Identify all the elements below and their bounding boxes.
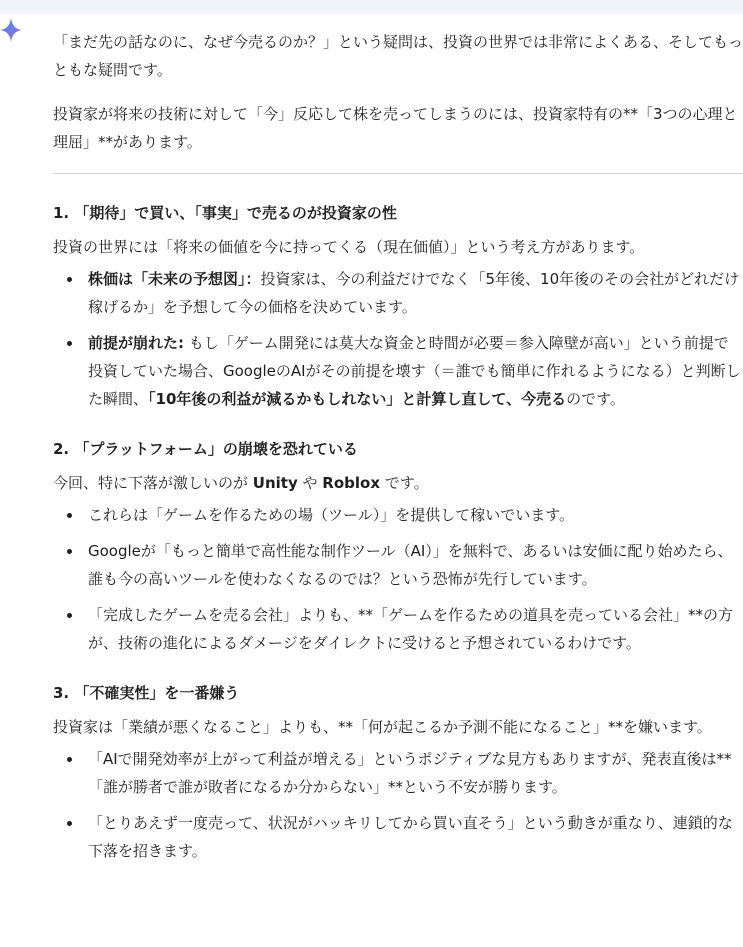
company-unity: Unity — [252, 474, 298, 492]
section-3-intro: 投資家は「業績が悪くなること」よりも、**「何が起こるか予測不能になること」**を嫌います。 — [53, 718, 712, 736]
intro-text: 今回、特に下落が激しいのが — [53, 474, 253, 492]
list-item — [53, 265, 743, 321]
section-3-heading: 3. 「不確実性」を一番嫌う — [53, 684, 240, 702]
section-1-intro: 投資の世界には「将来の価値を今に持ってくる（現在価値）」という考え方があります。 — [53, 238, 645, 256]
intro-text: や — [297, 474, 323, 492]
list-item: 「完成したゲームを売る会社」よりも、**「ゲームを作るための道具を売っている会社」**の方が、技術の進化によるダメージをダイレクトに受けると予想されているわけです。 — [53, 601, 743, 657]
bullet-bold-2: 「10年後の利益が減るかもしれない」と計算し直して、今売る — [148, 390, 567, 408]
intro-paragraph-1: 「まだ先の話なのに、なぜ今売るのか？」という疑問は、投資の世界では非常によくある、そしてもっともな疑問です。 — [53, 33, 743, 79]
bullet-text-2: のです。 — [566, 390, 625, 408]
divider — [53, 173, 743, 174]
section-1-list — [53, 265, 743, 413]
intro-text: です。 — [380, 474, 429, 492]
section-2-list — [53, 501, 743, 657]
list-item — [53, 329, 743, 413]
intro-paragraph-2: 投資家が将来の技術に対して「今」反応して株を売ってしまうのには、投資家特有の**「3つの心理と理屈」**があります。 — [53, 105, 738, 151]
section-2 — [53, 435, 743, 657]
bullet-text: もし「ゲーム開発には莫大な資金と時間が必要＝参入障壁が高い」という前提で投資していた場合、GoogleのAIがその前提を壊す（＝誰でも簡単に作れるようになる）と判断した瞬間、 — [88, 334, 741, 408]
company-roblox: Roblox — [322, 474, 380, 492]
bullet-bold: 株価は「未来の予想図」： — [88, 270, 261, 288]
section-2-heading: 2. 「プラットフォーム」の崩壊を恐れている — [53, 440, 358, 458]
section-3-list — [53, 745, 743, 865]
list-item: 「とりあえず一度売って、状況がハッキリしてから買い直そう」という動きが重なり、連鎖的な下落を招きます。 — [53, 809, 743, 865]
section-1 — [53, 199, 743, 413]
section-1-heading: 1. 「期待」で買い、「事実」で売るのが投資家の性 — [53, 204, 397, 222]
list-item: Googleが「もっと簡単で高性能な制作ツール（AI）」を無料で、あるいは安価に配り始めたら、誰も今の高いツールを使わなくなるのでは？という恐怖が先行しています。 — [53, 537, 743, 593]
section-3 — [53, 679, 743, 865]
top-bar — [0, 0, 743, 14]
sparkle-icon — [0, 18, 22, 42]
response-content — [53, 28, 743, 887]
bullet-text: 投資家は、今の利益だけでなく「5年後、10年後のその会社がどれだけ稼げるか」を予想して今の価格を決めています。 — [88, 270, 740, 316]
bullet-bold: 前提が崩れた: — [88, 334, 184, 352]
section-2-intro — [53, 469, 743, 497]
list-item: これらは「ゲームを作るための場（ツール）」を提供して稼いでいます。 — [53, 501, 743, 529]
list-item: 「AIで開発効率が上がって利益が増える」というポジティブな見方もありますが、発表直後は**「誰が勝者で誰が敗者になるか分からない」**という不安が勝ります。 — [53, 745, 743, 801]
